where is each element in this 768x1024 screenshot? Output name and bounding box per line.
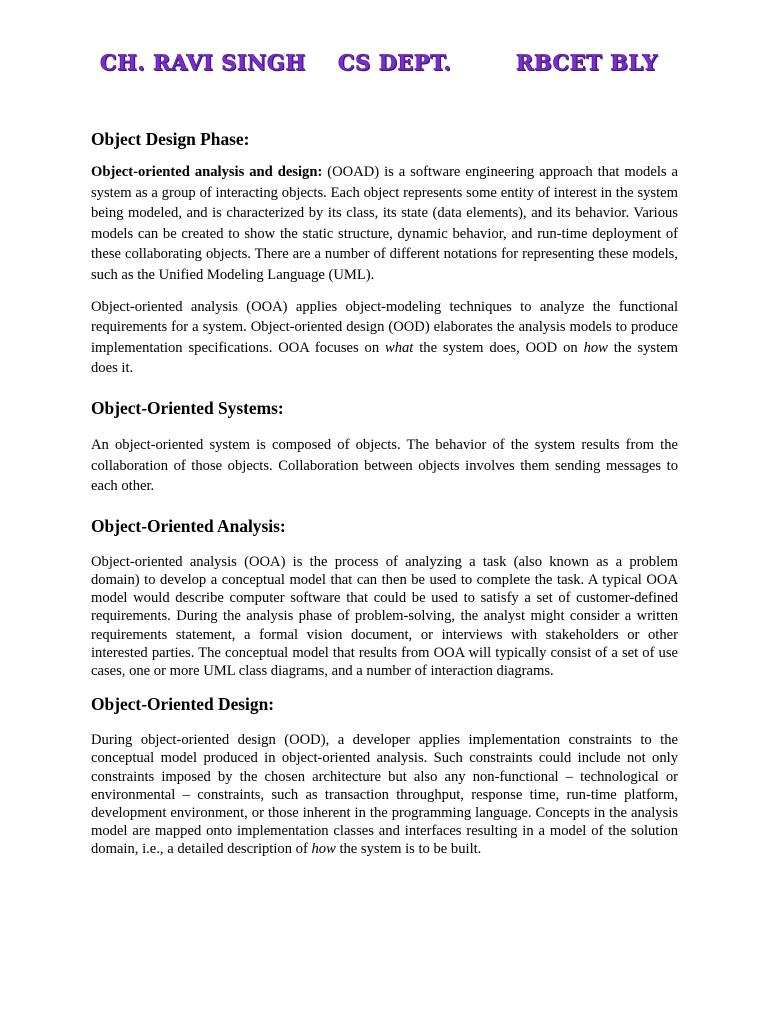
heading-object-oriented-design: Object-Oriented Design: <box>91 694 275 715</box>
design-text-part1: During object-oriented design (OOD), a developer applies implementation constraints to the conceptual model produced in object-oriented analysis. Such constraints could include not only constraints imposed by the chosen architecture but also any non-functional – technological or environmental – constraints, such as transaction throughput, response time, run-time platform, development environment, or those inherent in the programming language. Concepts in the analysis model are mapped onto implementation classes and interfaces resulting in a model of the solution domain, i.e., a detailed description of <box>91 732 678 858</box>
ooad-term: Object-oriented analysis and design: <box>91 164 323 180</box>
design-text-part2: the system is to be built. <box>335 841 482 858</box>
ooa-text-part2: the system does, OOD on <box>413 339 584 356</box>
paragraph-ooa-ood <box>91 297 678 379</box>
heading-object-design-phase: Object Design Phase: <box>91 129 250 149</box>
ooa-text-part1: Object-oriented analysis (OOA) applies object-modeling techniques to analyze the functional requirements for a system. Object-oriented design (OOD) elaborates the analysis models to produce implementation specifications. OOA focuses on <box>91 298 678 356</box>
page-header <box>0 50 768 84</box>
paragraph-ooad-definition <box>91 162 678 286</box>
heading-object-oriented-analysis: Object-Oriented Analysis: <box>91 515 286 536</box>
institute-name: RBCET BLY <box>516 50 658 75</box>
paragraph-object-oriented-analysis: Object-oriented analysis (OOA) is the process of analyzing a task (also known as a problem domain) to develop a conceptual model that can then be used to complete the task. A typical OOA model would describe computer software that could be used to satisfy a set of customer-defined requirements. During the analysis phase of problem-solving, the analyst might consider a written requirements statement, a formal vision document, or interviews with stakeholders or other interested parties. The conceptual model that results from OOA will typically consist of a set of use cases, one or more UML class diagrams, and a number of interaction diagrams. <box>91 553 678 679</box>
ooa-text-part3: the system does it. <box>91 339 678 377</box>
ooad-body-text: (OOAD) is a software engineering approach that models a system as a group of interacting objects. Each object represents some entity of interest in the system being modeled, and is characterized by its class, its state (data elements), and its behavior. Various models can be created to show the static structure, dynamic behavior, and run-time deployment of these collaborating objects. There are a number of different notations for representing these models, such as the Unified Modeling Language (UML). <box>91 164 678 283</box>
design-emphasis-how: how <box>311 841 336 858</box>
heading-object-oriented-systems: Object-Oriented Systems: <box>91 397 284 418</box>
paragraph-object-oriented-design <box>91 731 678 858</box>
paragraph-object-oriented-systems: An object-oriented system is composed of objects. The behavior of the system results from the collaboration of those objects. Collaboration between objects involves them sending messages to each other. <box>91 436 678 495</box>
author-name: CH. RAVI SINGH <box>100 50 306 75</box>
department-name: CS DEPT. <box>338 50 452 75</box>
ooa-emphasis-what: what <box>384 339 414 356</box>
document-body <box>91 128 678 859</box>
ooa-emphasis-how: how <box>583 339 608 356</box>
